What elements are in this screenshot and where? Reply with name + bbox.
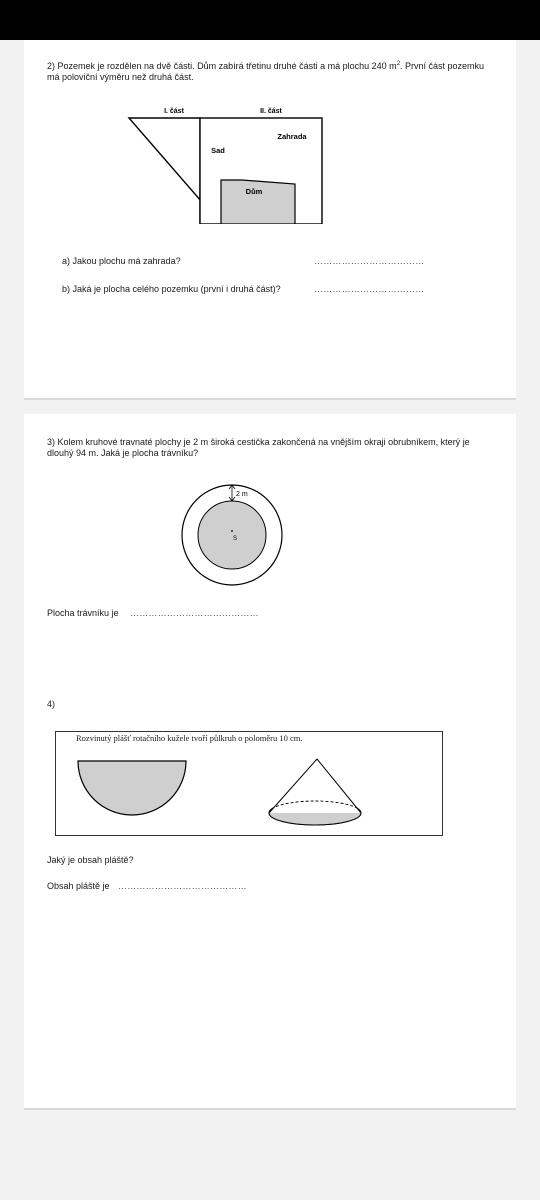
- label-house: Dům: [245, 187, 263, 196]
- cone-answer-label: Obsah pláště je: [47, 881, 110, 891]
- answer-a-blank[interactable]: ………………………………: [314, 256, 425, 266]
- label-part-1: I. část: [164, 108, 184, 115]
- cone-answer-blank[interactable]: ……………………………………: [118, 881, 247, 891]
- label-garden: Zahrada: [277, 132, 307, 141]
- document-page-1: [24, 40, 516, 398]
- question-b: b) Jaká je plocha celého pozemku (první i druhá část)?: [62, 284, 281, 294]
- problem-4-question: Jaký je obsah pláště?: [47, 855, 134, 865]
- land-plot-figure: [124, 104, 324, 224]
- problem-4-box: [55, 731, 443, 836]
- label-orchard: Sad: [211, 146, 225, 155]
- path-width-label: 2 m: [236, 491, 248, 498]
- problem-4-box-text: Rozvinutý plášť rotačního kužele tvoří půlkruh o poloměru 10 cm.: [76, 733, 303, 743]
- question-a: a) Jakou plochu má zahrada?: [62, 256, 181, 266]
- label-part-2: II. část: [260, 108, 282, 115]
- status-bar: [0, 0, 540, 40]
- lawn-answer-blank[interactable]: ……………………………………: [130, 608, 259, 618]
- document-page-2: [24, 414, 516, 1108]
- page-divider: [24, 398, 516, 400]
- semicircle-figure: [76, 759, 188, 821]
- problem-4-number: 4): [47, 699, 56, 709]
- lawn-answer-label: Plocha trávníku je: [47, 608, 119, 618]
- cone-figure: [267, 757, 367, 827]
- center-label: S: [233, 536, 238, 542]
- circular-lawn-figure: [177, 479, 287, 589]
- answer-b-blank[interactable]: ………………………………: [314, 284, 425, 294]
- page-divider-bottom: [24, 1108, 516, 1110]
- problem-3-text: 3) Kolem kruhové travnaté plochy je 2 m široká cestička zakončená na vnějším okraji obrubníkem, který je dlouhý 94 m. Jaká je plocha trávníku?: [47, 437, 470, 458]
- problem-2-text: 2) Pozemek je rozdělen na dvě části. Dům zabírá třetinu druhé části a má plochu 240 $m^2$. První část pozemku má poloviční výměru než druhá část.: [47, 61, 485, 82]
